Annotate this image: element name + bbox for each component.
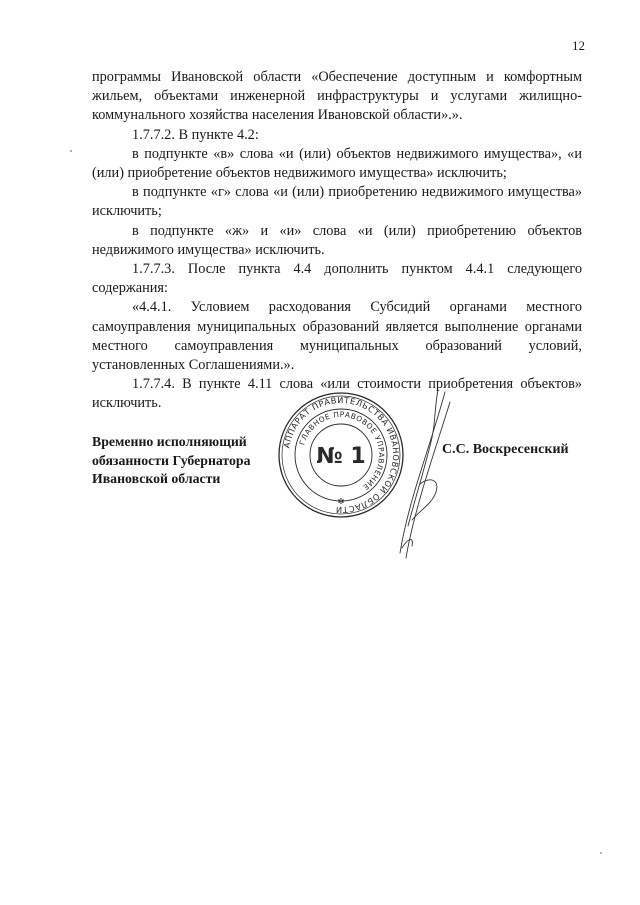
signatory-name: С.С. Воскресенский xyxy=(442,442,569,457)
paragraph-clause-1-7-7-4: 1.7.7.4. В пункте 4.11 слова «или стоимости приобретения объектов» исключить. xyxy=(92,376,582,412)
paragraph-clause-1-7-7-2: 1.7.7.2. В пункте 4.2: xyxy=(132,126,259,143)
scan-speck xyxy=(600,852,602,854)
document-body xyxy=(92,68,582,414)
seal-center-number: № 1 xyxy=(316,444,366,469)
paragraph-subclause-v: в подпункте «в» слова «и (или) объектов недвижимого имущества», «и (или) приобретение объектов недвижимого имущества» исключить; xyxy=(92,145,582,182)
scan-speck xyxy=(70,150,72,152)
signatory-title-line: обязанности Губернатора xyxy=(92,452,251,468)
paragraph-subclause-zh-i: в подпункте «ж» и «и» слова «и (или) приобретению объектов недвижимого имущества» исключить. xyxy=(92,222,582,258)
signatory-title-line: Ивановской области xyxy=(92,471,221,486)
signatory-title xyxy=(92,433,292,489)
official-seal xyxy=(276,390,406,520)
paragraph-clause-1-7-7-3: 1.7.7.3. После пункта 4.4 дополнить пунктом 4.4.1 следующего содержания: xyxy=(92,261,582,297)
seal-outer-text: АППАРАТ ПРАВИТЕЛЬСТВА ИВАНОВСКОЙ ОБЛАСТИ xyxy=(281,394,402,516)
signatory-title-line: Временно исполняющий xyxy=(92,434,247,449)
seal-inner-text: ГЛАВНОЕ ПРАВОВОЕ УПРАВЛЕНИЕ xyxy=(297,409,387,493)
paragraph-continuation: программы Ивановской области «Обеспечение доступным и комфортным жильем, объектами инженерной инфраструктуры и услугами жилищно-коммунального хозяйства населения Ивановской области».». xyxy=(92,69,582,124)
page-number: 12 xyxy=(572,38,585,53)
paragraph-subclause-g: в подпункте «г» слова «и (или) приобретению недвижимого имущества» исключить; xyxy=(92,184,582,220)
paragraph-clause-4-4-1: «4.4.1. Условием расходования Субсидий органами местного самоуправления муниципальных образований является выполнение органами местного самоуправления муниципальных образований условий, установленных Соглашениями.». xyxy=(92,299,582,374)
seal-star-icon: ✻ xyxy=(337,497,345,506)
